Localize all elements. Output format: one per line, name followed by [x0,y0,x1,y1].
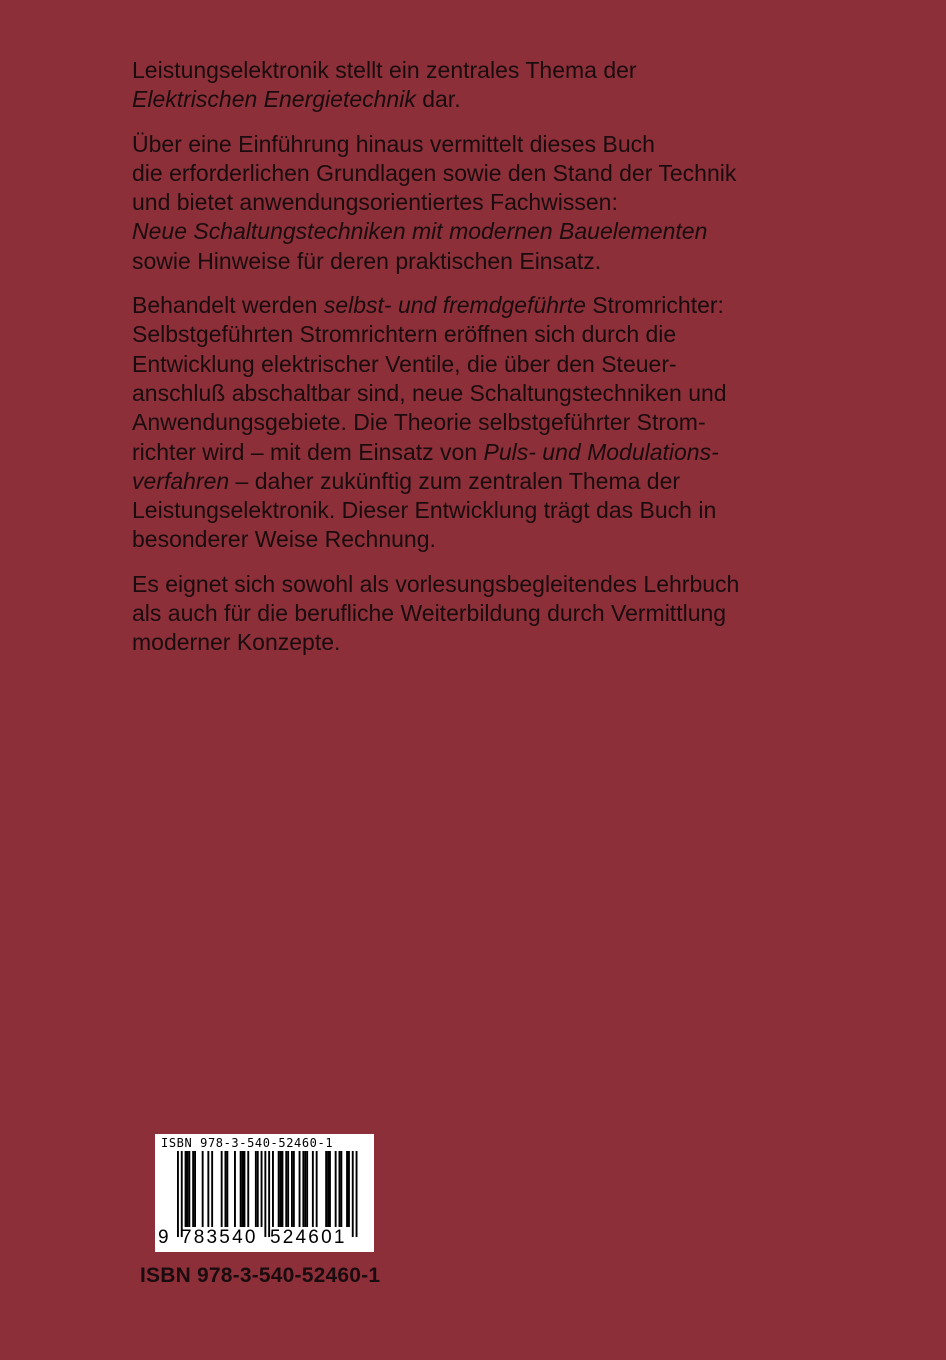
text-fragment: Behandelt werden [132,292,324,319]
text-line: moderner Konzepte. [132,629,341,656]
barcode-bar [356,1151,358,1237]
barcode-bar [293,1151,295,1227]
barcode-bar [312,1151,314,1227]
barcode-isbn-label: ISBN 978-3-540-52460-1 [161,1136,334,1150]
barcode-bar [268,1151,270,1237]
barcode-bar [244,1151,246,1227]
barcode-bar [261,1151,263,1227]
text-line: Leistungselektronik. Dieser Entwicklung trägt das Buch in [132,497,717,524]
text-line: Es eignet sich sowohl als vorlesungsbegleitendes Lehrbuch [132,570,740,597]
text-line: besonderer Weise Rechnung. [132,526,436,553]
barcode-bar [177,1151,179,1237]
barcode-bar [188,1151,190,1227]
barcode-digit-first: 9 [158,1227,169,1248]
back-cover-blurb [132,56,832,673]
barcode-bar [335,1151,337,1227]
barcode-bar [207,1151,209,1227]
barcode-bar [287,1151,289,1227]
barcode-bar [194,1151,196,1227]
text-line: als auch für die berufliche Weiterbildung durch Vermittlung [132,600,727,627]
text-line [132,85,832,114]
text-line: Anwendungsgebiete. Die Theorie selbstgeführter Strom- [132,409,706,436]
barcode-bar [346,1151,348,1227]
barcode-bar [352,1151,354,1237]
paragraph-topics [132,291,832,555]
text-line [132,291,832,320]
barcode-bar [299,1151,301,1227]
barcode-bar [240,1151,242,1227]
text-fragment: – daher zukünftig zum zentralen Thema der [229,467,681,494]
barcode-bar [327,1151,329,1227]
barcode-digits-right: 524601 [270,1227,347,1248]
isbn-barcode [155,1134,374,1252]
isbn-text: ISBN 978-3-540-52460-1 [140,1264,381,1287]
barcode-bar [304,1151,306,1227]
text-line: Selbstgeführten Stromrichtern eröffnen sich durch die [132,321,677,348]
barcode-bar [185,1151,187,1227]
barcode-bar [211,1151,213,1227]
text-line [132,438,832,467]
text-line: Entwicklung elektrischer Ventile, die über den Steuer- [132,350,677,377]
barcode-bar [272,1151,274,1227]
barcode-bar [302,1151,304,1227]
text-line: anschluß abschaltbar sind, neue Schaltungstechniken und [132,379,727,406]
text-line: Leistungselektronik stellt ein zentrales Thema der [132,57,637,83]
emphasis-text: selbst- und fremdgeführte [323,292,586,319]
text-fragment: dar. [415,86,461,113]
paragraph-overview [132,130,832,276]
barcode-bar [348,1151,350,1227]
barcode-bar [187,1151,189,1227]
barcode-bar [255,1151,257,1227]
barcode-bar [306,1151,308,1227]
text-line [132,217,832,246]
barcode-bar [221,1151,223,1227]
barcode-digits-left: 783540 [181,1227,258,1248]
barcode-bar [329,1151,331,1227]
barcode-bar [225,1151,227,1227]
emphasis-text: Puls- und Modulations- [483,438,719,465]
barcode-bar [278,1151,280,1227]
barcode-bar [264,1151,266,1237]
barcode-bar [226,1151,228,1227]
barcode-bar [242,1151,244,1227]
paragraph-audience [132,570,832,658]
barcode-bar [339,1151,341,1227]
text-line [132,467,832,496]
barcode-bar [282,1151,284,1227]
text-line: und bietet anwendungsorientiertes Fachwissen: [132,189,618,216]
barcode-bar [234,1151,236,1227]
barcode-bar [325,1151,327,1227]
emphasis-text: Neue Schaltungstechniken mit modernen Bauelementen [132,218,708,245]
emphasis-text: verfahren [132,467,230,494]
paragraph-intro [132,56,832,115]
emphasis-text: Elektrischen Energietechnik [132,86,416,113]
text-line: Über eine Einführung hinaus vermittelt dieses Buch [132,130,655,157]
barcode-bar [247,1151,249,1227]
text-line: die erforderlichen Grundlagen sowie den Stand der Technik [132,159,737,186]
barcode-bar [192,1151,194,1227]
barcode-bar [280,1151,282,1227]
barcode-bar [202,1151,204,1227]
barcode-bar [340,1151,342,1227]
barcode-bar [291,1151,293,1227]
barcode-bar [181,1151,183,1237]
barcode-bar [285,1151,287,1227]
text-fragment: Stromrichter: [585,292,724,319]
text-fragment: richter wird – mit dem Einsatz von [132,438,484,465]
barcode-bar [257,1151,259,1227]
barcode-bar [316,1151,318,1227]
text-line: sowie Hinweise für deren praktischen Einsatz. [132,247,602,274]
